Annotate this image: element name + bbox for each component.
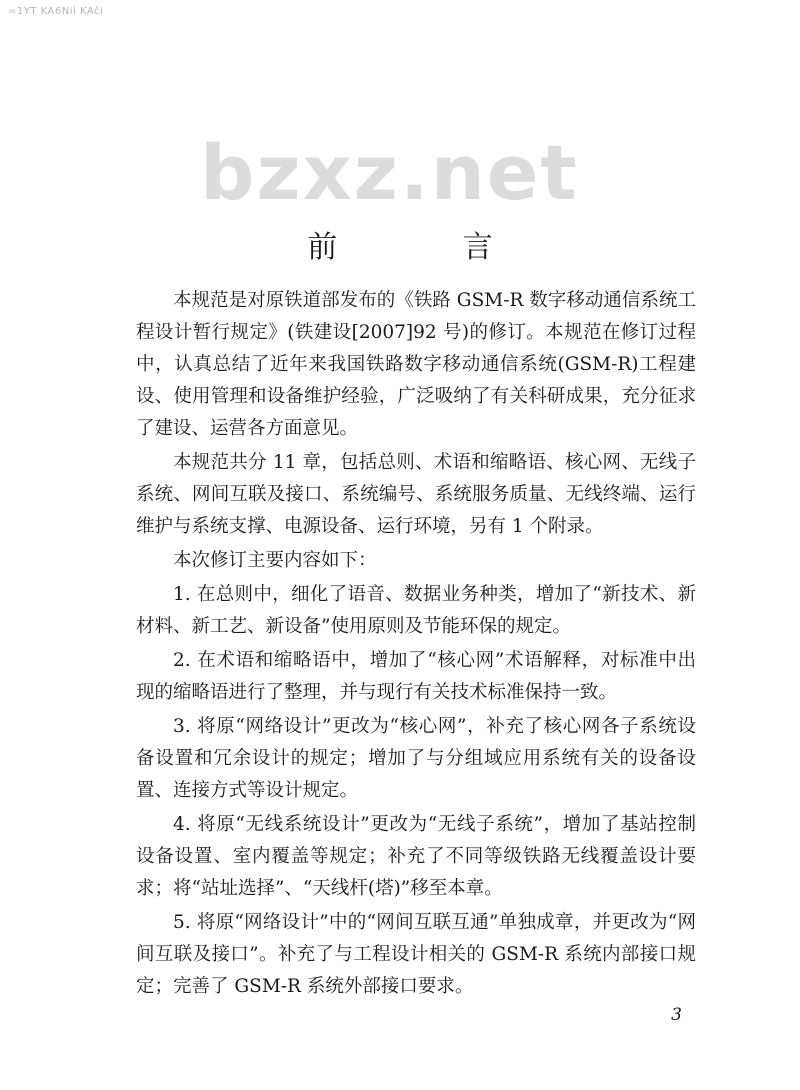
paragraph: 3. 将原“网络设计”更改为“核心网”，补充了核心网各子系统设备设置和冗余设计的规定；增加了与分组域应用系统有关的设备设置、连接方式等设计规定。 (136, 716, 696, 801)
paragraph: 本规范共分 11 章，包括总则、术语和缩略语、核心网、无线子系统、网间互联及接口、系统编号、系统服务质量、无线终端、运行维护与系统支撑、电源设备、运行环境，另有 1 个附录。 (136, 452, 696, 537)
paragraph: 本规范是对原铁道部发布的《铁路 GSM-R 数字移动通信系统工程设计暂行规定》(铁建设[2007]92 号)的修订。本规范在修订过程中，认真总结了近年来我国铁路数字移动通信系统(GSM-R)工程建设、使用管理和设备维护经验，广泛吸纳了有关科研成果，充分征求了建设、运营各方面意见。 (136, 290, 696, 439)
page-number: 3 (671, 1005, 682, 1025)
paragraph: 本次修订主要内容如下： (173, 550, 377, 571)
paragraph: 5. 将原“网络设计”中的“网间互联互通”单独成章，并更改为“网间互联及接口”。补充了与工程设计相关的 GSM-R 系统内部接口规定；完善了 GSM-R 系统外部接口要求。 (136, 912, 696, 997)
header-mark: =1YT KA6Nii KAči (8, 6, 104, 17)
page-title: 前 言 (307, 230, 551, 265)
paragraph: 4. 将原“无线系统设计”更改为“无线子系统”，增加了基站控制设备设置、室内覆盖等规定；补充了不同等级铁路无线覆盖设计要求；将“站址选择”、“天线杆(塔)”移至本章。 (136, 814, 696, 899)
watermark: bzxz.net (200, 128, 579, 217)
body-text (136, 285, 696, 1005)
paragraph: 2. 在术语和缩略语中，增加了“核心网”术语解释，对标准中出现的缩略语进行了整理，并与现行有关技术标准保持一致。 (136, 650, 696, 703)
paragraph: 1. 在总则中，细化了语音、数据业务种类，增加了“新技术、新材料、新工艺、新设备”使用原则及节能环保的规定。 (136, 584, 696, 637)
